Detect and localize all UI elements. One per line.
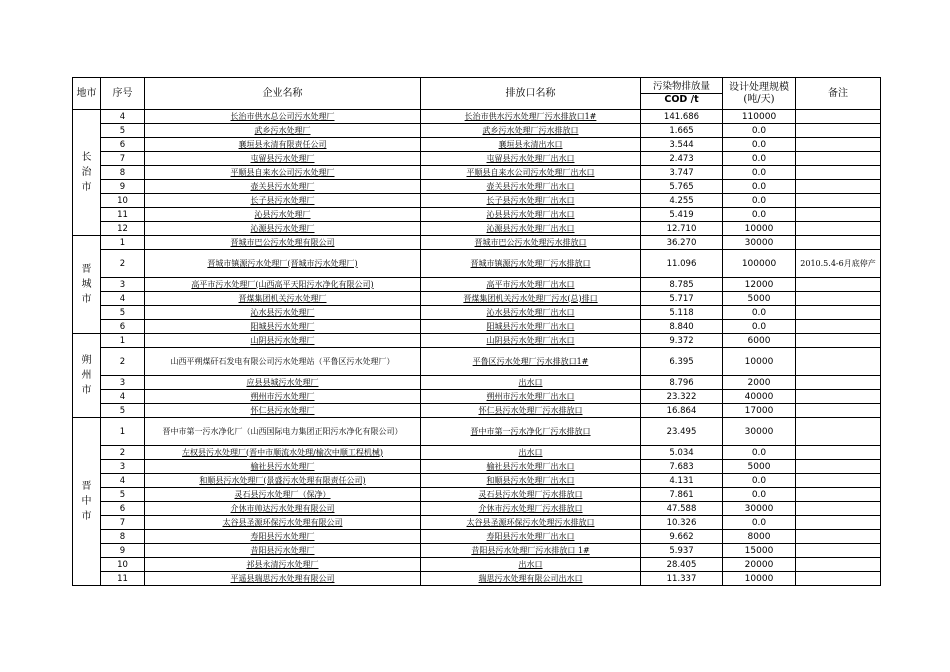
company-cell: 山阴县污水处理厂 [145,334,421,348]
remark-cell [796,418,881,446]
seq-cell: 1 [101,236,145,250]
company-cell: 灵石县污水处理厂（保净） [145,488,421,502]
region-cell [73,236,101,334]
seq-cell: 6 [101,320,145,334]
region-cell [73,110,101,236]
remark-cell [796,222,881,236]
capacity-cell: 110000 [723,110,796,124]
header-cod [641,78,723,110]
table-row [73,250,881,278]
capacity-cell: 12000 [723,278,796,292]
outlet-cell: 太谷县圣源环保污水处理污水排放口 [421,516,641,530]
seq-cell: 12 [101,222,145,236]
seq-cell: 3 [101,376,145,390]
cod-cell: 5.034 [641,446,723,460]
outlet-cell: 晋中市第一污水净化厂污水排放口 [421,418,641,446]
seq-cell: 5 [101,306,145,320]
cod-cell: 47.588 [641,502,723,516]
outlet-cell: 平鲁区污水处理厂污水排放口1# [421,348,641,376]
cod-cell: 5.765 [641,180,723,194]
capacity-cell: 30000 [723,236,796,250]
company-cell: 沁水县污水处理厂 [145,306,421,320]
company-cell: 晋中市第一污水净化厂（山西国际电力集团正阳污水净化有限公司） [145,418,421,446]
table-row [73,474,881,488]
seq-cell: 9 [101,180,145,194]
capacity-cell: 6000 [723,334,796,348]
outlet-cell: 寿阳县污水处理厂出水口 [421,530,641,544]
company-cell: 襄垣县永清有限责任公司 [145,138,421,152]
company-cell: 武乡污水处理厂 [145,124,421,138]
seq-cell: 5 [101,404,145,418]
outlet-cell: 阳城县污水处理厂出水口 [421,320,641,334]
remark-cell [796,152,881,166]
outlet-cell: 和顺县污水处理厂出水口 [421,474,641,488]
seq-cell: 11 [101,208,145,222]
cod-cell: 8.796 [641,376,723,390]
capacity-cell: 0.0 [723,208,796,222]
outlet-cell: 长子县污水处理厂出水口 [421,194,641,208]
cod-cell: 1.665 [641,124,723,138]
remark-cell [796,474,881,488]
table-row [73,530,881,544]
header-cod-title: 污染物排放量 [641,81,722,94]
cod-cell: 5.118 [641,306,723,320]
outlet-cell: 襄垣县永清出水口 [421,138,641,152]
table-row [73,320,881,334]
cod-cell: 3.747 [641,166,723,180]
company-cell: 壶关县污水处理厂 [145,180,421,194]
capacity-cell: 100000 [723,250,796,278]
cod-cell: 9.662 [641,530,723,544]
table-row [73,502,881,516]
seq-cell: 6 [101,502,145,516]
table-row [73,488,881,502]
cod-cell: 36.270 [641,236,723,250]
outlet-cell: 壶关县污水处理厂出水口 [421,180,641,194]
outlet-cell: 沁源县污水处理厂出水口 [421,222,641,236]
seq-cell: 2 [101,348,145,376]
capacity-cell: 40000 [723,390,796,404]
company-cell: 高平市污水处理厂(山西高平天阳污水净化有限公司) [145,278,421,292]
header-city: 地市 [73,78,101,110]
header-outlet: 排放口名称 [421,78,641,110]
remark-cell [796,404,881,418]
seq-cell: 2 [101,250,145,278]
capacity-cell: 20000 [723,558,796,572]
region-name: 晋中市 [81,481,92,522]
cod-cell: 23.322 [641,390,723,404]
capacity-cell: 10000 [723,572,796,586]
outlet-cell: 山阴县污水处理厂出水口 [421,334,641,348]
cod-cell: 6.395 [641,348,723,376]
seq-cell: 4 [101,292,145,306]
company-cell: 昔阳县污水处理厂 [145,544,421,558]
seq-cell: 4 [101,474,145,488]
remark-cell [796,446,881,460]
table-row [73,306,881,320]
seq-cell: 1 [101,334,145,348]
cod-cell: 10.326 [641,516,723,530]
table-row [73,544,881,558]
outlet-cell: 高平市污水处理厂出水口 [421,278,641,292]
capacity-cell: 0.0 [723,138,796,152]
remark-cell [796,110,881,124]
table-row [73,390,881,404]
seq-cell: 5 [101,124,145,138]
outlet-cell: 平顺县自来水公司污水处理厂出水口 [421,166,641,180]
company-cell: 左权县污水处理厂(晋中市顺流水处理/榆次中顺工程机械) [145,446,421,460]
company-cell: 寿阳县污水处理厂 [145,530,421,544]
table-row [73,166,881,180]
outlet-cell: 沁水县污水处理厂出水口 [421,306,641,320]
seq-cell: 3 [101,278,145,292]
header-row [73,78,881,110]
remark-cell [796,348,881,376]
region-cell [73,418,101,586]
remark-cell [796,558,881,572]
cod-cell: 8.840 [641,320,723,334]
remark-cell [796,166,881,180]
outlet-cell: 晋煤集团机关污水处理厂污水(总)排口 [421,292,641,306]
header-seq: 序号 [101,78,145,110]
outlet-cell: 昔阳县污水处理厂污水排放口 1# [421,544,641,558]
remark-cell [796,208,881,222]
remark-cell [796,530,881,544]
outlet-cell: 出水口 [421,376,641,390]
seq-cell: 9 [101,544,145,558]
outlet-cell: 怀仁县污水处理厂污水排放口 [421,404,641,418]
company-cell: 屯留县污水处理厂 [145,152,421,166]
cod-cell: 12.710 [641,222,723,236]
table-row [73,334,881,348]
capacity-cell: 0.0 [723,516,796,530]
company-cell: 晋煤集团机关污水处理厂 [145,292,421,306]
company-cell: 介休市帅达污水处理有限公司 [145,502,421,516]
company-cell: 应县县城污水处理厂 [145,376,421,390]
table-row [73,138,881,152]
remark-cell [796,376,881,390]
header-capacity: 设计处理规模(吨/天) [723,78,796,110]
region-name: 朔州市 [81,355,92,396]
remark-cell [796,180,881,194]
region-name: 长治市 [81,152,92,193]
seq-cell: 4 [101,390,145,404]
table-row [73,110,881,124]
remark-cell [796,124,881,138]
company-cell: 长子县污水处理厂 [145,194,421,208]
outlet-cell: 屯留县污水处理厂出水口 [421,152,641,166]
outlet-cell: 榆社县污水处理厂出水口 [421,460,641,474]
table-row [73,292,881,306]
remark-cell [796,278,881,292]
cod-cell: 8.785 [641,278,723,292]
table-body [73,110,881,586]
remark-cell [796,544,881,558]
outlet-cell: 朔州市污水处理厂出水口 [421,390,641,404]
remark-cell [796,236,881,250]
seq-cell: 3 [101,460,145,474]
outlet-cell: 长治市供水污水处理厂污水排放口1# [421,110,641,124]
outlet-cell: 晋城市镇源污水处理厂污水排放口 [421,250,641,278]
seq-cell: 11 [101,572,145,586]
outlet-cell: 武乡污水处理厂污水排放口 [421,124,641,138]
header-company: 企业名称 [145,78,421,110]
table-row [73,222,881,236]
seq-cell: 2 [101,446,145,460]
table-row [73,572,881,586]
seq-cell: 4 [101,110,145,124]
capacity-cell: 0.0 [723,166,796,180]
company-cell: 阳城县污水处理厂 [145,320,421,334]
seq-cell: 6 [101,138,145,152]
remark-cell [796,516,881,530]
capacity-cell: 10000 [723,348,796,376]
outlet-cell: 灵石县污水处理厂污水排放口 [421,488,641,502]
cod-cell: 141.686 [641,110,723,124]
outlet-cell: 出水口 [421,446,641,460]
cod-cell: 5.419 [641,208,723,222]
table-row [73,376,881,390]
capacity-cell: 0.0 [723,488,796,502]
capacity-cell: 0.0 [723,306,796,320]
company-cell: 太谷县圣源环保污水处理有限公司 [145,516,421,530]
capacity-cell: 0.0 [723,474,796,488]
table-row [73,152,881,166]
remark-cell [796,194,881,208]
cod-cell: 16.864 [641,404,723,418]
seq-cell: 8 [101,166,145,180]
remark-cell [796,138,881,152]
remark-cell [796,390,881,404]
cod-cell: 7.683 [641,460,723,474]
table-row [73,516,881,530]
table-row [73,208,881,222]
discharge-table [72,77,881,586]
cod-cell: 3.544 [641,138,723,152]
capacity-cell: 0.0 [723,124,796,138]
table-row [73,418,881,446]
capacity-cell: 15000 [723,544,796,558]
cod-cell: 11.337 [641,572,723,586]
capacity-cell: 17000 [723,404,796,418]
seq-cell: 10 [101,194,145,208]
table-row [73,558,881,572]
capacity-cell: 0.0 [723,194,796,208]
company-cell: 平顺县自来水公司污水处理厂 [145,166,421,180]
table-row [73,124,881,138]
cod-cell: 2.473 [641,152,723,166]
header-remark: 备注 [796,78,881,110]
table-row [73,194,881,208]
table-row [73,460,881,474]
company-cell: 晋城市巴公污水处理有限公司 [145,236,421,250]
capacity-cell: 5000 [723,292,796,306]
company-cell: 长治市供水总公司污水处理厂 [145,110,421,124]
remark-cell [796,334,881,348]
outlet-cell: 晋城市巴公污水处理污水排放口 [421,236,641,250]
outlet-cell: 介休市污水处理厂污水排放口 [421,502,641,516]
company-cell: 祁县永清污水处理厂 [145,558,421,572]
capacity-cell: 8000 [723,530,796,544]
table-row [73,446,881,460]
cod-cell: 5.937 [641,544,723,558]
table-row [73,278,881,292]
cod-cell: 28.405 [641,558,723,572]
cod-cell: 7.861 [641,488,723,502]
capacity-cell: 0.0 [723,320,796,334]
table-row [73,348,881,376]
company-cell: 沁县污水处理厂 [145,208,421,222]
outlet-cell: 瑞思污水处理有限公司出水口 [421,572,641,586]
capacity-cell: 30000 [723,502,796,516]
cod-cell: 4.131 [641,474,723,488]
cod-cell: 11.096 [641,250,723,278]
seq-cell: 8 [101,530,145,544]
capacity-cell: 10000 [723,222,796,236]
remark-cell [796,292,881,306]
company-cell: 山西平朔煤矸石发电有限公司污水处理站（平鲁区污水处理厂） [145,348,421,376]
company-cell: 沁源县污水处理厂 [145,222,421,236]
seq-cell: 7 [101,152,145,166]
remark-cell [796,320,881,334]
company-cell: 和顺县污水处理厂(景盛污水处理有限责任公司) [145,474,421,488]
outlet-cell: 沁县县污水处理厂出水口 [421,208,641,222]
cod-cell: 4.255 [641,194,723,208]
remark-cell [796,572,881,586]
region-name: 晋城市 [81,264,92,305]
remark-cell [796,488,881,502]
seq-cell: 10 [101,558,145,572]
capacity-cell: 2000 [723,376,796,390]
header-cod-unit: COD /t [664,94,699,105]
table-row [73,180,881,194]
cod-cell: 5.717 [641,292,723,306]
company-cell: 平遥县瑞思污水处理有限公司 [145,572,421,586]
table-row [73,404,881,418]
outlet-cell: 出水口 [421,558,641,572]
capacity-cell: 0.0 [723,152,796,166]
remark-cell [796,460,881,474]
cod-cell: 23.495 [641,418,723,446]
capacity-cell: 0.0 [723,446,796,460]
region-cell [73,334,101,418]
company-cell: 怀仁县污水处理厂 [145,404,421,418]
cod-cell: 9.372 [641,334,723,348]
remark-cell [796,306,881,320]
capacity-cell: 30000 [723,418,796,446]
company-cell: 晋城市镇源污水处理厂(晋城市污水处理厂) [145,250,421,278]
capacity-cell: 0.0 [723,180,796,194]
seq-cell: 1 [101,418,145,446]
remark-cell [796,502,881,516]
table-row [73,236,881,250]
seq-cell: 7 [101,516,145,530]
company-cell: 朔州市污水处理厂 [145,390,421,404]
capacity-cell: 5000 [723,460,796,474]
remark-cell: 2010.5.4-6月底停产 [796,250,881,278]
seq-cell: 5 [101,488,145,502]
company-cell: 榆社县污水处理厂 [145,460,421,474]
